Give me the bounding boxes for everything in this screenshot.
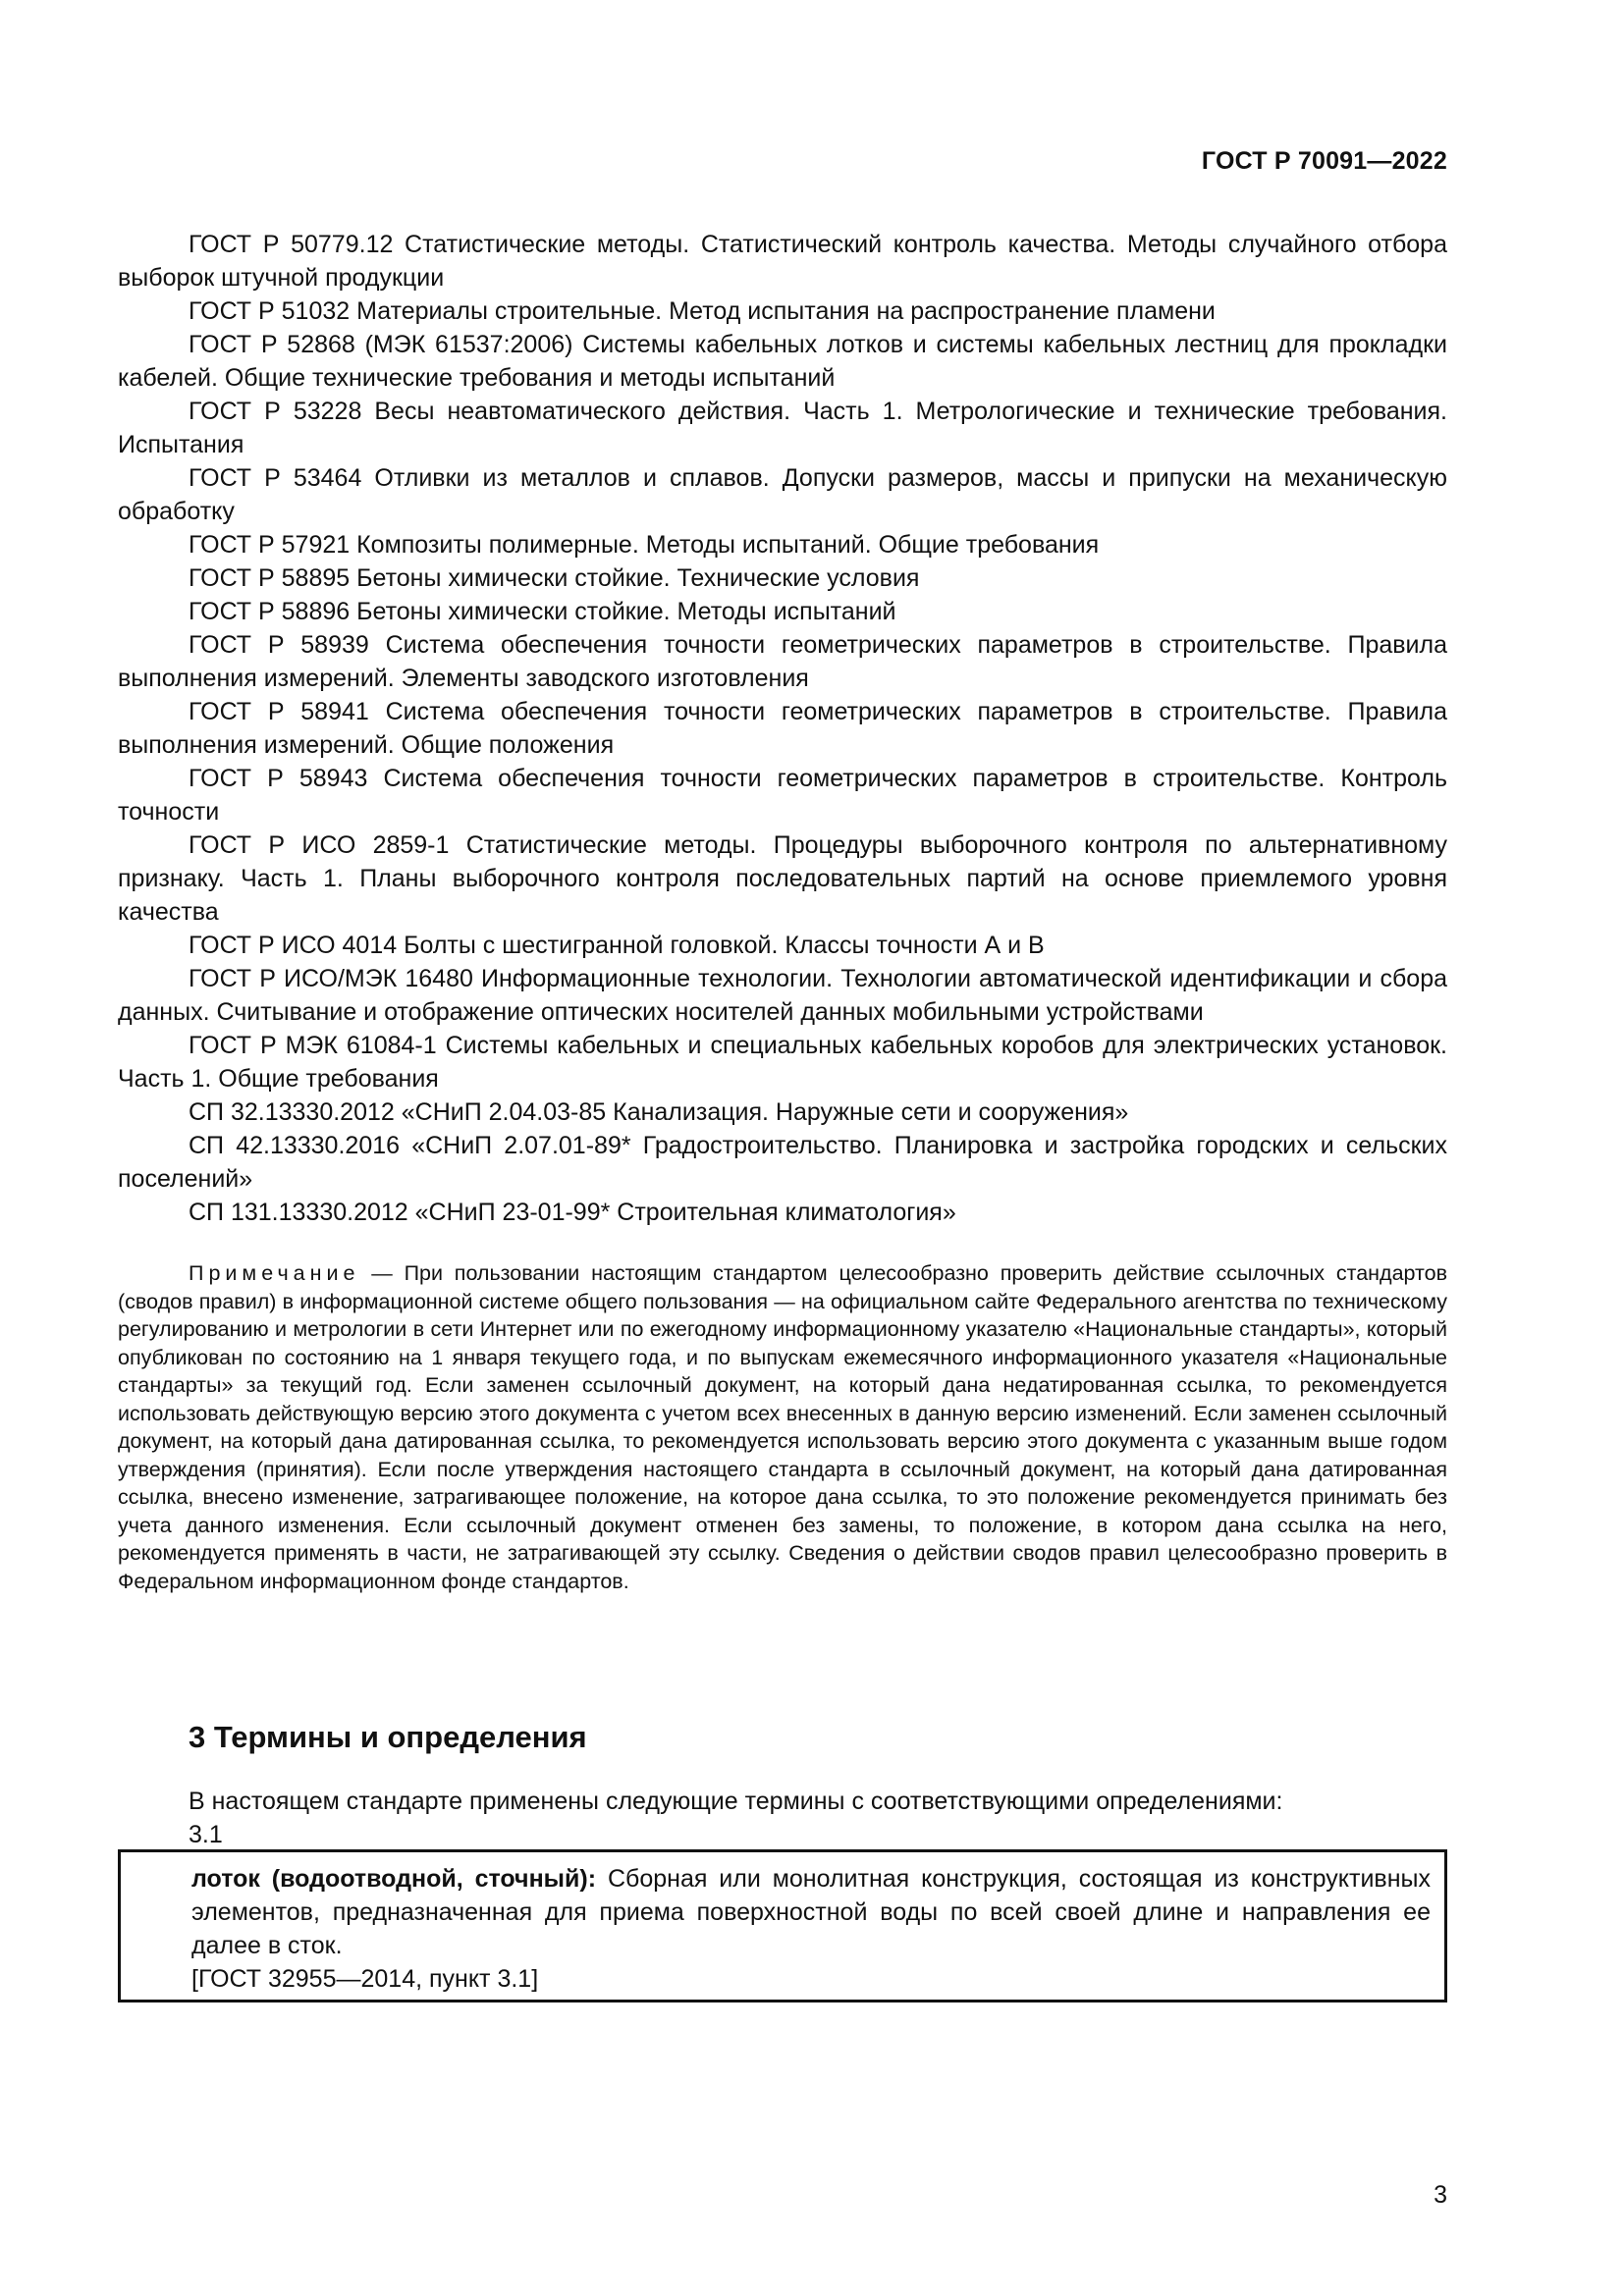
term-name: лоток (водоотводной, сточный): [191, 1865, 597, 1893]
reference-item: СП 131.13330.2012 «СНиП 23-01-99* Строительная климатология» [189, 1199, 956, 1226]
note-dash: — [359, 1261, 405, 1285]
term-definition-box [118, 1849, 1447, 2002]
term-number: 3.1 [189, 1821, 223, 1848]
page-number: 3 [1434, 2181, 1447, 2209]
reference-item: ГОСТ Р 50779.12 Статистические методы. Статистический контроль качества. Методы случайного отбора выборок штучной продукции [118, 231, 1447, 292]
note-text: При пользовании настоящим стандартом целесообразно проверить действие ссылочных стандартов (сводов правил) в информационной системе общего пользования — на официальном сайте Федерального агентства по техническому регулированию и метрологии в сети Интернет или по ежегодному информационному указателю «Национальные стандарты», который опубликован по состоянию на 1 января текущего года, и по выпускам ежемесячного информационного указателя «Национальные стандарты» за текущий год. Если заменен ссылочный документ, на который дана недатированная ссылка, то рекомендуется использовать действующую версию этого документа с учетом всех внесенных в данную версию изменений. Если заменен ссылочный документ, на который дана датированная ссылка, то рекомендуется использовать версию этого документа с указанным выше годом утверждения (принятия). Если после утверждения настоящего стандарта в ссылочный документ, на который дана датированная ссылка, внесено изменение, затрагивающее положение, на которое дана ссылка, то это положение рекомендуется принимать без учета данного изменения. Если ссылочный документ отменен без замены, то положение, в котором дана ссылка на него, рекомендуется применять в части, не затрагивающей эту ссылку. Сведения о действии сводов правил целесообразно проверить в Федеральном информационном фонде стандартов. [118, 1261, 1447, 1593]
reference-item: СП 42.13330.2016 «СНиП 2.07.01-89* Градостроительство. Планировка и застройка городских и сельских поселений» [118, 1132, 1447, 1193]
reference-item: ГОСТ Р 58896 Бетоны химически стойкие. Методы испытаний [189, 598, 896, 625]
reference-item: ГОСТ Р ИСО/МЭК 16480 Информационные технологии. Технологии автоматической идентификации и сбора данных. Считывание и отображение оптических носителей данных мобильными устройствами [118, 965, 1447, 1026]
section-title: 3 Термины и определения [189, 1720, 587, 1754]
term-definition [191, 1862, 1431, 1962]
reference-item: ГОСТ Р 53464 Отливки из металлов и сплавов. Допуски размеров, массы и припуски на механическую обработку [118, 464, 1447, 525]
section-intro: В настоящем стандарте применены следующие термины с соответствующими определениями: [189, 1788, 1283, 1815]
reference-item: ГОСТ Р 57921 Композиты полимерные. Методы испытаний. Общие требования [189, 531, 1100, 559]
note-label: Примечание [189, 1261, 360, 1285]
reference-item: ГОСТ Р 58943 Система обеспечения точности геометрических параметров в строительстве. Контроль точности [118, 765, 1447, 826]
reference-item: ГОСТ Р 58895 Бетоны химически стойкие. Технические условия [189, 564, 920, 592]
term-definition-text: Сборная или монолитная конструкция, состоящая из конструктивных элементов, предназначенная для приема поверхностной воды по всей своей длине и направления ее далее в сток. [191, 1865, 1431, 1959]
document-code-header: ГОСТ Р 70091—2022 [1201, 147, 1447, 175]
reference-item: ГОСТ Р 51032 Материалы строительные. Метод испытания на распространение пламени [189, 297, 1216, 325]
reference-item: ГОСТ Р МЭК 61084-1 Системы кабельных и специальных кабельных коробов для электрических установок. Часть 1. Общие требования [118, 1032, 1447, 1093]
reference-item: ГОСТ Р 53228 Весы неавтоматического действия. Часть 1. Метрологические и технические требования. Испытания [118, 398, 1447, 458]
reference-item: ГОСТ Р ИСО 2859-1 Статистические методы. Процедуры выборочного контроля по альтернативному признаку. Часть 1. Планы выборочного контроля последовательных партий на основе приемлемого уровня качества [118, 831, 1447, 926]
term-source: [ГОСТ 32955—2014, пункт 3.1] [191, 1965, 539, 1993]
reference-item: ГОСТ Р 52868 (МЭК 61537:2006) Системы кабельных лотков и системы кабельных лестниц для прокладки кабелей. Общие технические требования и методы испытаний [118, 331, 1447, 392]
reference-item: ГОСТ Р ИСО 4014 Болты с шестигранной головкой. Классы точности А и В [189, 932, 1045, 959]
reference-item: СП 32.13330.2012 «СНиП 2.04.03-85 Канализация. Наружные сети и сооружения» [189, 1098, 1129, 1126]
reference-item: ГОСТ Р 58941 Система обеспечения точности геометрических параметров в строительстве. Правила выполнения измерений. Общие положения [118, 698, 1447, 759]
normative-references-list [118, 228, 1447, 1229]
reference-item: ГОСТ Р 58939 Система обеспечения точности геометрических параметров в строительстве. Правила выполнения измерений. Элементы заводского изготовления [118, 631, 1447, 692]
note-paragraph [118, 1259, 1447, 1595]
